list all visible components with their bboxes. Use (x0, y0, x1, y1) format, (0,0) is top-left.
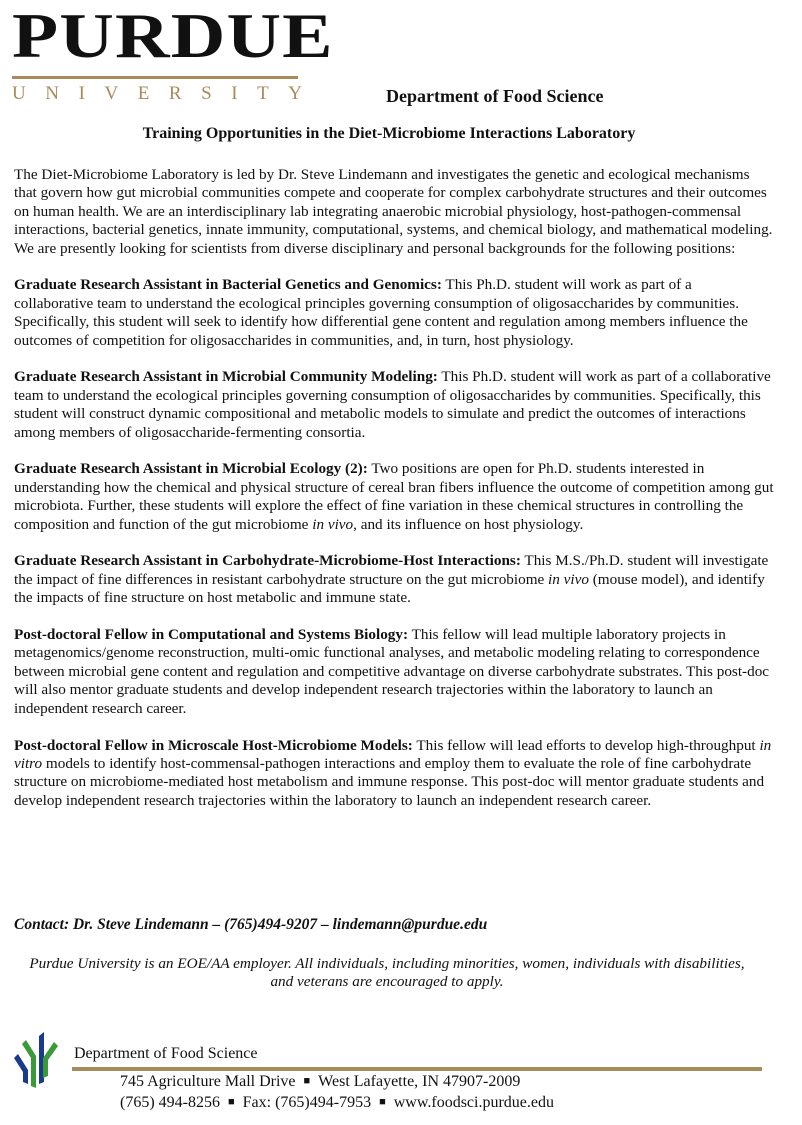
position-text: , and its influence on host physiology. (353, 515, 584, 533)
position-title: Graduate Research Assistant in Microbial Community Modeling: (14, 368, 438, 386)
separator: ■ (379, 1096, 386, 1108)
fax-number: Fax: (765)494-7953 (242, 1094, 372, 1111)
position-text: Two positions are open for Ph.D. students interested in understanding how the chemical and physical structure of cereal bran fibers influence the outcome of competition among gut microbiota. Further, these students will explore the effect of fine variation in these chemical structures in controlling the composition and function of the gut microbiome (14, 460, 774, 533)
street-address: 745 Agriculture Mall Drive (120, 1073, 296, 1090)
position-title: Post-doctoral Fellow in Computational and Systems Biology: (14, 626, 409, 644)
position-title: Graduate Research Assistant in Carbohydrate-Microbiome-Host Interactions: (14, 552, 521, 570)
position-paragraph (14, 460, 774, 534)
position-paragraph (14, 626, 774, 718)
position-paragraph (14, 368, 774, 442)
separator: ■ (227, 1096, 235, 1108)
wordmark-letter: I (78, 83, 85, 104)
purdue-logo: PURDUE (12, 0, 334, 71)
intro-paragraph: The Diet-Microbiome Laboratory is led by Dr. Steve Lindemann and investigates the genetic and ecological mechanisms that govern how gut microbial communities compete and cooperate for complex carbohydrate structures and their outcomes on human health. We are an interdisciplinary lab integrating anaerobic microbial physiology, host-pathogen-commensal interactions, bacterial genetics, innate immunity, computational, systems, and chemical biology, and mathematical modeling. We are presently looking for scientists from diverse disciplinary and personal backgrounds for the following positions: (14, 166, 773, 257)
position-title: Graduate Research Assistant in Bacterial Genetics and Genomics: (14, 276, 442, 294)
wordmark-letter: N (45, 83, 60, 104)
city-address: West Lafayette, IN 47907-2009 (318, 1073, 521, 1090)
page-title: Training Opportunities in the Diet-Microbiome Interactions Laboratory (142, 125, 636, 142)
position-text: This fellow will lead multiple laboratory projects in metagenomics/genome reconstruction, multi-omic functional analyses, and metabolic modeling relating to correspondence between microbial gene content and regulation and competitive advantage on diverse carbohydrate substrates. This post-doc will also mentor graduate students and develop independent research trajectories within the laboratory to launch an independent research career. (14, 626, 770, 717)
wordmark-letter: V (104, 83, 119, 104)
footer-address (120, 1073, 520, 1091)
wordmark-letter: T (257, 83, 269, 104)
wordmark-letter: S (201, 83, 212, 104)
position-paragraph (14, 737, 774, 811)
phone-number: (765) 494-8256 (120, 1094, 220, 1111)
position-text: models to identify host-commensal-pathogen interactions and employ them to evaluate the role of fine carbohydrate structure on microbiome-mediated host metabolism and immune response. This post-doc will mentor graduate students and develop independent research trajectories within the laboratory to launch an independent research career. (14, 754, 765, 809)
wordmark-letter: Y (288, 83, 302, 104)
italic-term: in vivo (312, 515, 354, 533)
separator: ■ (303, 1075, 311, 1087)
position-text: This Ph.D. student will work as part of a collaborative team to understand the ecological principles governing consumption of oligosaccharides by communities. Specifically, this student will seek to identify how differential gene content and regulation among members influence the outcomes of competition for oligosaccharides in communities, and, in turn, host physiology. (14, 276, 748, 349)
logo-divider (12, 76, 298, 79)
document-body (14, 166, 774, 829)
website-link[interactable]: www.foodsci.purdue.edu (393, 1094, 554, 1111)
position-title: Post-doctoral Fellow in Microscale Host-Microbiome Models: (14, 736, 413, 754)
department-heading: Department of Food Science (386, 86, 604, 106)
university-wordmark (12, 84, 302, 103)
position-paragraph (14, 552, 774, 607)
wordmark-letter: E (137, 83, 150, 104)
footer-divider (72, 1067, 762, 1071)
footer-department: Department of Food Science (74, 1045, 258, 1062)
wordmark-letter: R (168, 83, 182, 104)
contact-line: Contact: Dr. Steve Lindemann – (765)494-9207 – lindemann@purdue.edu (14, 916, 488, 933)
position-text: This M.S./Ph.D. student will investigate the impact of fine differences in resistant carbohydrate structure on the gut microbiome (14, 552, 769, 588)
food-science-logo-icon (14, 1026, 62, 1097)
position-text: This fellow will lead efforts to develop high-throughput (412, 736, 760, 754)
italic-term: in vivo (548, 570, 589, 588)
italic-term: in vitro (14, 736, 772, 772)
position-title: Graduate Research Assistant in Microbial Ecology (2): (14, 460, 368, 478)
position-paragraph (14, 276, 774, 350)
wordmark-letter: I (231, 83, 238, 104)
wordmark-letter: U (12, 83, 26, 104)
position-text: This Ph.D. student will work as part of a collaborative team to understand the ecological principles governing consumption of oligosaccharides by communities. Specifically, this student will construct dynamic compositional and metabolic models to simulate and predict the outcomes of interactions among members of oligosaccharide-fermenting consortia. (14, 368, 771, 441)
position-text: (mouse model), and identify the impacts of fine structure on host metabolic and immune state. (14, 570, 765, 607)
footer-contact (120, 1094, 554, 1112)
eoe-statement: Purdue University is an EOE/AA employer. All individuals, including minorities, women, individuals with disabilities, and veterans are encouraged to apply. (29, 955, 745, 991)
